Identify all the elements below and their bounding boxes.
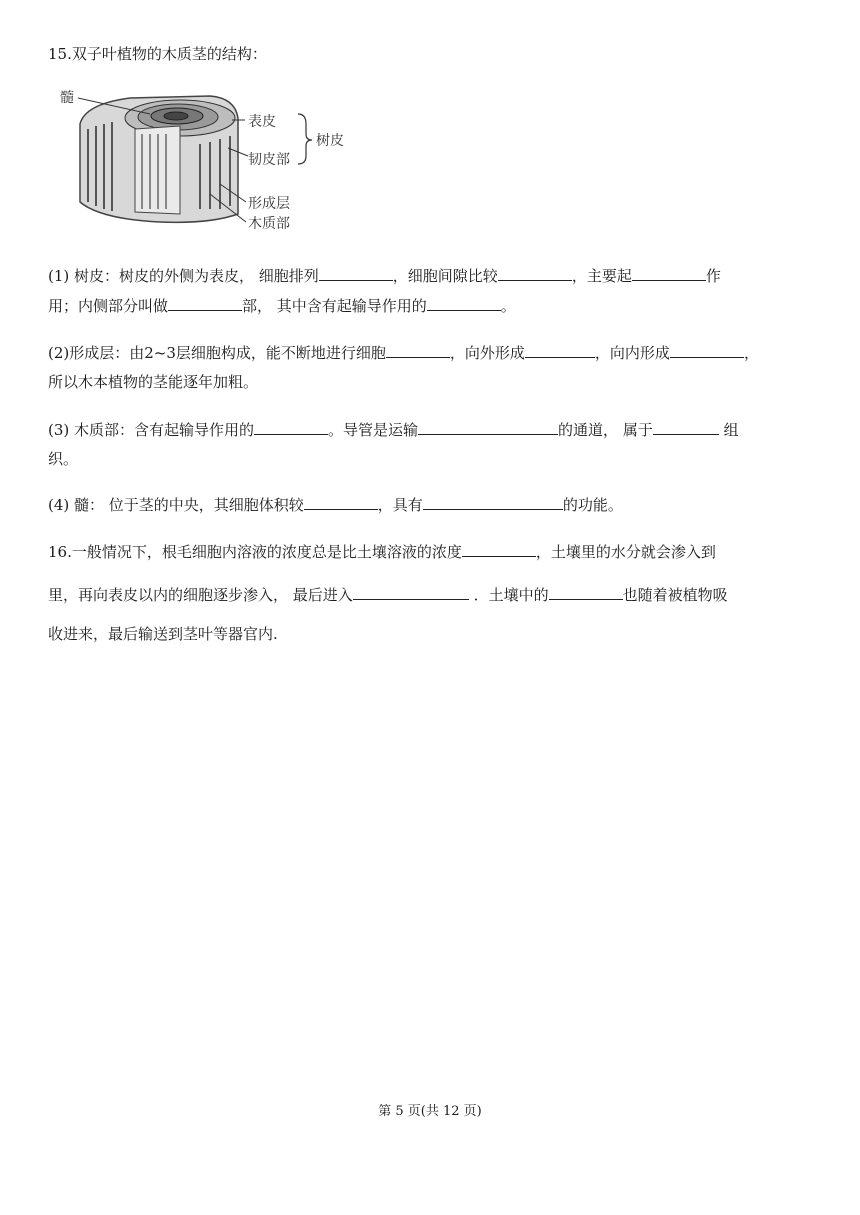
blank (525, 342, 595, 358)
q15-part3-line2: 织。 (48, 450, 79, 468)
q15-part3-line1: (3) 木质部：含有起输导作用的 。导管是运输 的通道， 属于 组 (48, 421, 739, 439)
blank (670, 342, 744, 358)
blank (319, 265, 393, 281)
blank (386, 342, 450, 358)
q15-part1-line2: 用；内侧部分叫做 部， 其中含有起输导作用的 。 (48, 297, 516, 315)
label-bark: 树皮 (316, 133, 344, 149)
blank (423, 494, 563, 510)
q16-line2: 里，再向表皮以内的细胞逐步渗入， 最后进入 ．土壤中的 也随着被植物吸 (48, 586, 728, 604)
blank (549, 584, 623, 600)
blank (168, 295, 242, 311)
blank (418, 419, 558, 435)
label-xylem: 木质部 (248, 216, 290, 232)
q16-line1: 16.一般情况下，根毛细胞内溶液的浓度总是比土壤溶液的浓度 ，土壤里的水分就会渗入到 (48, 543, 716, 561)
label-cambium: 形成层 (248, 196, 290, 212)
blank (254, 419, 328, 435)
label-pith: 髓 (60, 90, 74, 106)
label-phloem: 韧皮部 (248, 152, 290, 168)
blank (653, 419, 719, 435)
blank (304, 494, 378, 510)
q15-part2-line1: (2)形成层：由2~3层细胞构成，能不断地进行细胞 ，向外形成 ，向内形成 ， (48, 344, 759, 362)
blank (498, 265, 572, 281)
woody-stem-diagram (60, 84, 370, 244)
blank (353, 584, 469, 600)
blank (427, 295, 501, 311)
q15-title: 15.双子叶植物的木质茎的结构： (48, 45, 267, 63)
woody-stem-figure (60, 84, 370, 244)
label-epidermis: 表皮 (248, 114, 276, 130)
q15-part1-line1: (1) 树皮：树皮的外侧为表皮， 细胞排列 ，细胞间隙比较 ，主要起 作 (48, 267, 721, 285)
q15-part4: (4) 髓： 位于茎的中央，其细胞体积较 ，具有 的功能。 (48, 496, 623, 514)
page-footer: 第 5 页(共 12 页) (378, 1104, 482, 1119)
q15-part2-line2: 所以木本植物的茎能逐年加粗。 (48, 373, 259, 391)
q16-line3: 收进来，最后输送到茎叶等器官内. (48, 625, 278, 643)
blank (632, 265, 706, 281)
blank (462, 541, 536, 557)
